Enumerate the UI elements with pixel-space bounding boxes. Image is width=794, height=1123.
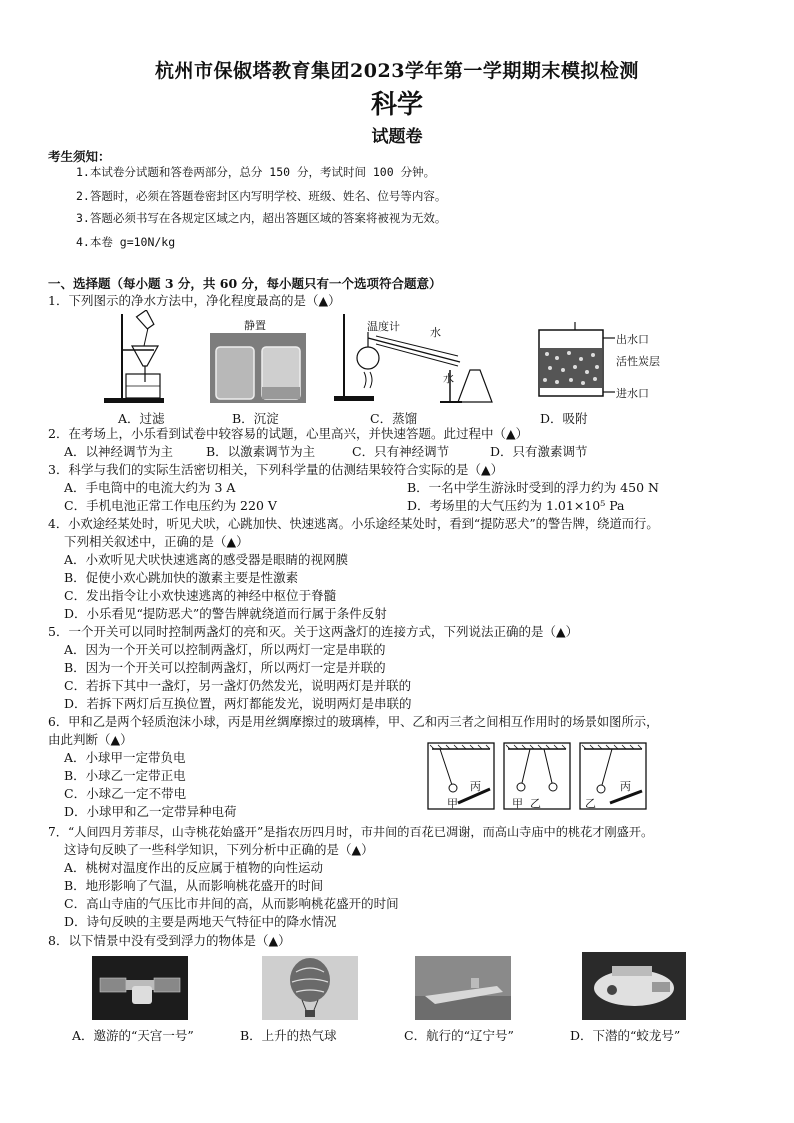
section-heading: 一、选择题（每小题 3 分，共 60 分，每小题只有一个选项符合题意） [48, 276, 442, 291]
question-1-stem: 1．下列图示的净水方法中，净化程度最高的是（▲） [48, 293, 341, 308]
q5-option-d: D．若拆下两灯后互换位置，两灯都能发光，说明两灯是串联的 [64, 696, 412, 711]
question-4-stem-cont: 下列相关叙述中，正确的是（▲） [64, 534, 249, 549]
q2-option-a: A．以神经调节为主 [64, 444, 174, 459]
question-8-stem: 8．以下情景中没有受到浮力的物体是（▲） [48, 933, 291, 948]
q7-option-c: C．高山寺庙的气压比市井间的高，从而影响桃花盛开的时间 [64, 896, 399, 911]
q1-option-b: B．沉淀 [232, 411, 279, 426]
notes-heading: 考生须知： [48, 149, 111, 164]
q5-option-b: B．因为一个开关可以控制两盏灯，所以两灯一定是并联的 [64, 660, 386, 675]
label-jia: 甲 [447, 797, 458, 810]
q3-option-b: B．一名中学生游泳时受到的浮力约为 450 N [407, 480, 659, 495]
filtration-figure [92, 310, 192, 406]
q3-option-d: D．考场里的大气压约为 1.01×10⁵ Pa [407, 498, 625, 513]
q8-option-d: D．下潜的“蛟龙号” [570, 1028, 681, 1043]
q2-option-d: D．只有激素调节 [490, 444, 588, 459]
q3-option-a: A．手电筒中的电流大约为 3 A [64, 480, 236, 495]
note-item: 1.本试卷分试题和答卷两部分，总分 150 分，考试时间 100 分钟。 [76, 165, 436, 179]
outlet-label: 出水口 [616, 333, 649, 346]
q4-option-b: B．促使小欢心跳加快的激素主要是性激素 [64, 570, 299, 585]
hot-air-balloon-photo [262, 956, 358, 1020]
question-2-stem: 2．在考场上，小乐看到试卷中较容易的试题，心里高兴，并快速答题。此过程中（▲） [48, 426, 529, 441]
note-item: 2.答题时，必须在答题卷密封区内写明学校、班级、姓名、位号等内容。 [76, 189, 447, 203]
jiaolong-submersible-photo [582, 952, 686, 1020]
water-inlet-label: 水 [443, 372, 454, 385]
note-item: 3.答题必须书写在各规定区域之内，超出答题区域的答案将被视为无效。 [76, 211, 447, 225]
q1-option-c: C．蒸馏 [370, 411, 418, 426]
inlet-label: 进水口 [616, 387, 649, 400]
q4-option-d: D．小乐看见“提防恶犬”的警告牌就绕道而行属于条件反射 [64, 606, 387, 621]
q7-option-a: A．桃树对温度作出的反应属于植物的向性运动 [64, 860, 324, 875]
question-4-stem: 4．小欢途经某处时，听见犬吠，心跳加快、快速逃离。小乐途经某处时，看到“提防恶犬”的警告牌，绕道而行。 [48, 517, 659, 531]
liaoning-carrier-photo [415, 956, 511, 1020]
note-item: 4.本卷 g=10N/kg [76, 235, 176, 249]
q8-option-a: A．邀游的“天宫一号” [72, 1028, 194, 1043]
q3-option-c: C．手机电池正常工作电压约为 220 V [64, 498, 277, 513]
label-yi: 乙 [585, 797, 596, 810]
water-outlet-label: 水 [430, 326, 441, 339]
sedimentation-figure [210, 333, 306, 403]
label-bing: 丙 [620, 780, 631, 793]
question-3-stem: 3．科学与我们的实际生活密切相关，下列科学量的估测结果较符合实际的是（▲） [48, 462, 504, 477]
q4-option-a: A．小欢听见犬吠快速逃离的感受器是眼睛的视网膜 [64, 552, 349, 567]
q6-option-d: D．小球甲和乙一定带异种电荷 [64, 804, 237, 819]
q4-option-c: C．发出指令让小欢快速逃离的神经中枢位于脊髓 [64, 588, 337, 603]
exam-title: 杭州市保俶塔教育集团2023学年第一学期期末模拟检测 [155, 60, 639, 82]
q1-option-a: A．过滤 [118, 411, 165, 426]
label-jia: 甲 [512, 797, 523, 810]
question-7-stem-cont: 这诗句反映了一些科学知识，下列分析中正确的是（▲） [64, 842, 374, 857]
paper-title: 试题卷 [371, 127, 423, 147]
still-label: 静置 [244, 319, 266, 332]
q5-option-a: A．因为一个开关可以控制两盏灯，所以两灯一定是串联的 [64, 642, 386, 657]
thermometer-label: 温度计 [367, 320, 400, 333]
q1-option-d: D．吸附 [540, 411, 588, 426]
question-5-stem: 5．一个开关可以同时控制两盏灯的亮和灭。关于这两盏灯的连接方式，下列说法正确的是（▲） [48, 624, 579, 639]
q2-option-c: C．只有神经调节 [352, 444, 450, 459]
q7-option-b: B．地形影响了气温，从而影响桃花盛开的时间 [64, 878, 324, 893]
tiangong-photo [92, 956, 188, 1020]
q2-option-b: B．以激素调节为主 [206, 444, 316, 459]
question-6-stem-cont: 由此判断（▲） [48, 732, 133, 747]
label-bing: 丙 [470, 780, 481, 793]
q7-option-d: D．诗句反映的主要是两地天气特征中的降水情况 [64, 914, 337, 929]
subject-title: 科学 [370, 90, 423, 120]
q6-option-a: A．小球甲一定带负电 [64, 750, 186, 765]
carbon-layer-label: 活性炭层 [616, 355, 660, 368]
question-7-stem: 7．“人间四月芳菲尽，山寺桃花始盛开”是指农历四月时，市井间的百花已凋谢，而高山寺庙中的桃花才刚盛开。 [48, 825, 654, 839]
q8-option-b: B．上升的热气球 [240, 1028, 337, 1043]
distillation-figure [330, 310, 500, 406]
adsorption-figure [535, 322, 615, 400]
q8-option-c: C．航行的“辽宁号” [404, 1028, 514, 1043]
question-6-stem: 6．甲和乙是两个轻质泡沫小球，丙是用丝绸摩擦过的玻璃棒，甲、乙和丙三者之间相互作用时的场景如图所示， [48, 715, 659, 729]
q6-option-c: C．小球乙一定不带电 [64, 786, 187, 801]
q5-option-c: C．若拆下其中一盏灯，另一盏灯仍然发光，说明两灯是并联的 [64, 678, 412, 693]
label-yi: 乙 [530, 797, 541, 810]
q6-option-b: B．小球乙一定带正电 [64, 768, 186, 783]
